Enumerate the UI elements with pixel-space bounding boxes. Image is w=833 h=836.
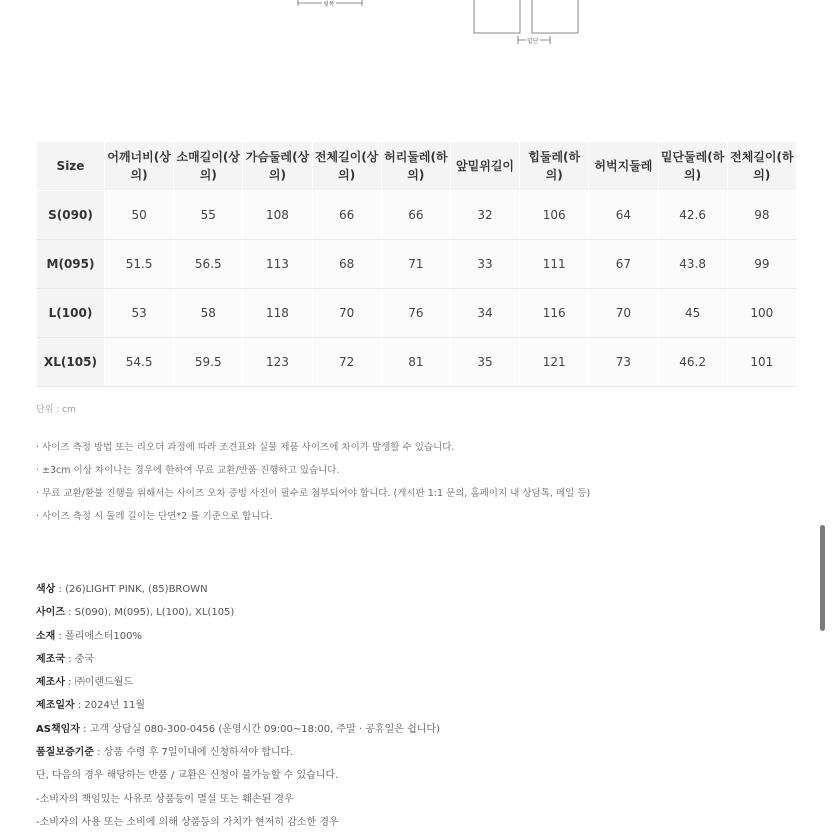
- table-cell: 70: [312, 289, 381, 338]
- spec-key: 사이즈: [36, 607, 65, 619]
- return-condition-line: -소비자의 책임있는 사유로 상품등이 멸실 또는 훼손된 경우: [36, 793, 294, 805]
- unit-note: 단위 : cm: [36, 405, 76, 415]
- column-header: 전체길이(하의): [727, 142, 796, 191]
- table-cell: 106: [520, 191, 589, 240]
- spec-material: 소재 : 폴리에스터100%: [36, 630, 142, 642]
- table-cell: 42.6: [658, 191, 727, 240]
- column-header: 어깨너비(상의): [105, 142, 174, 191]
- table-cell: 35: [450, 338, 519, 387]
- table-cell: 59.5: [174, 338, 243, 387]
- table-cell: 51.5: [105, 240, 174, 289]
- hem-dimension-label: 밑단: [527, 38, 539, 45]
- product-spec-list: [36, 580, 440, 836]
- size-note: · ±3cm 이상 차이나는 경우에 한하여 무료 교환/반품 진행하고 있습니다.: [36, 465, 340, 476]
- spec-key: 제조일자: [36, 700, 75, 712]
- table-cell: 98: [727, 191, 796, 240]
- column-header: 소매길이(상의): [174, 142, 243, 191]
- table-cell: 67: [589, 240, 658, 289]
- table-cell: 99: [727, 240, 796, 289]
- row-size-label: L(100): [37, 289, 105, 338]
- spec-value: ㈜이랜드월드: [74, 677, 134, 689]
- table-cell: 118: [243, 289, 312, 338]
- return-condition-line: 단, 다음의 경우 해당하는 반품 / 교환은 신청이 불가능할 수 있습니다.: [36, 770, 339, 782]
- table-cell: 113: [243, 240, 312, 289]
- spec-manufacture-date: 제조일자 : 2024년 11월: [36, 700, 146, 712]
- table-cell: 64: [589, 191, 658, 240]
- table-cell: 50: [105, 191, 174, 240]
- table-cell: 34: [450, 289, 519, 338]
- garment-outline: [0, 0, 833, 60]
- size-note: · 무료 교환/환불 진행을 위해서는 사이즈 오차 증빙 사진이 필수로 첨부되어야 합니다. (게시판 1:1 문의, 홈페이지 내 상담톡, 메일 등): [36, 488, 591, 499]
- table-cell: 121: [520, 338, 589, 387]
- page-scrollbar[interactable]: [820, 525, 825, 631]
- spec-value: 상품 수령 후 7일이내에 신청하셔야 합니다.: [103, 747, 294, 759]
- table-cell: 45: [658, 289, 727, 338]
- table-cell: 81: [381, 338, 450, 387]
- table-row: [37, 289, 797, 338]
- spec-key: 색상: [36, 584, 56, 595]
- spec-color: 색상 : (26)LIGHT PINK, (85)BROWN: [36, 584, 208, 595]
- column-header: 밑단둘레(하의): [658, 142, 727, 191]
- table-cell: 101: [727, 338, 796, 387]
- spec-quality-guarantee: 품질보증기준 : 상품 수령 후 7일이내에 신청하셔야 합니다.: [36, 747, 294, 759]
- spec-value: (26)LIGHT PINK, (85)BROWN: [65, 584, 208, 595]
- table-cell: 33: [450, 240, 519, 289]
- size-note: · 사이즈 측정 방법 또는 리오더 과정에 따라 조견표와 실물 제품 사이즈에 차이가 발생할 수 있습니다.: [36, 442, 455, 453]
- spec-value: 2024년 11월: [84, 700, 146, 712]
- table-header-row: [37, 142, 797, 191]
- table-cell: 76: [381, 289, 450, 338]
- table-cell: 58: [174, 289, 243, 338]
- spec-size: 사이즈 : S(090), M(095), L(100), XL(105): [36, 607, 235, 619]
- table-cell: 70: [589, 289, 658, 338]
- table-cell: 111: [520, 240, 589, 289]
- table-cell: 46.2: [658, 338, 727, 387]
- row-size-label: M(095): [37, 240, 105, 289]
- table-cell: 54.5: [105, 338, 174, 387]
- spec-value: 폴리에스터100%: [65, 630, 142, 642]
- spec-key: AS책임자: [36, 723, 80, 735]
- size-note: · 사이즈 측정 시 둘레 길이는 단면*2 를 기준으로 합니다.: [36, 511, 273, 522]
- table-cell: 55: [174, 191, 243, 240]
- table-cell: 53: [105, 289, 174, 338]
- measurement-diagram: [0, 0, 833, 60]
- column-header: 전체길이(상의): [312, 142, 381, 191]
- spec-country: 제조국 : 중국: [36, 653, 95, 665]
- column-header-size: Size: [37, 142, 105, 191]
- table-cell: 116: [520, 289, 589, 338]
- table-cell: 71: [381, 240, 450, 289]
- column-header: 허벅지둘레: [589, 142, 658, 191]
- spec-value: 고객 상담실 080-300-0456 (운영시간 09:00~18:00, 주말 · 공휴일은 쉽니다): [89, 723, 440, 735]
- table-cell: 100: [727, 289, 796, 338]
- table-cell: 123: [243, 338, 312, 387]
- table-cell: 43.8: [658, 240, 727, 289]
- table-cell: 56.5: [174, 240, 243, 289]
- spec-key: 품질보증기준: [36, 747, 94, 759]
- row-size-label: S(090): [37, 191, 105, 240]
- size-chart-table: [36, 141, 797, 387]
- table-row: [37, 191, 797, 240]
- spec-key: 제조사: [36, 677, 65, 689]
- table-cell: 32: [450, 191, 519, 240]
- spec-manufacturer: 제조사 : ㈜이랜드월드: [36, 677, 134, 689]
- table-row: [37, 338, 797, 387]
- top-dimension-label: 윗폭: [323, 1, 335, 8]
- column-header: 앞밑위길이: [450, 142, 519, 191]
- spec-value: S(090), M(095), L(100), XL(105): [74, 607, 235, 619]
- spec-key: 제조국: [36, 653, 65, 665]
- table-cell: 108: [243, 191, 312, 240]
- table-cell: 66: [381, 191, 450, 240]
- table-cell: 68: [312, 240, 381, 289]
- spec-key: 소재: [36, 630, 56, 642]
- table-row: [37, 240, 797, 289]
- column-header: 허리둘레(하의): [381, 142, 450, 191]
- table-cell: 66: [312, 191, 381, 240]
- return-condition-line: -소비자의 사용 또는 소비에 의해 상품등의 가치가 현저히 감소한 경우: [36, 816, 339, 828]
- spec-as-contact: AS책임자 : 고객 상담실 080-300-0456 (운영시간 09:00~18:00, 주말 · 공휴일은 쉽니다): [36, 723, 440, 735]
- column-header: 가슴둘레(상의): [243, 142, 312, 191]
- size-notes-list: [36, 438, 590, 530]
- row-size-label: XL(105): [37, 338, 105, 387]
- table-cell: 72: [312, 338, 381, 387]
- table-cell: 73: [589, 338, 658, 387]
- column-header: 힙둘레(하의): [520, 142, 589, 191]
- spec-value: 중국: [74, 653, 95, 665]
